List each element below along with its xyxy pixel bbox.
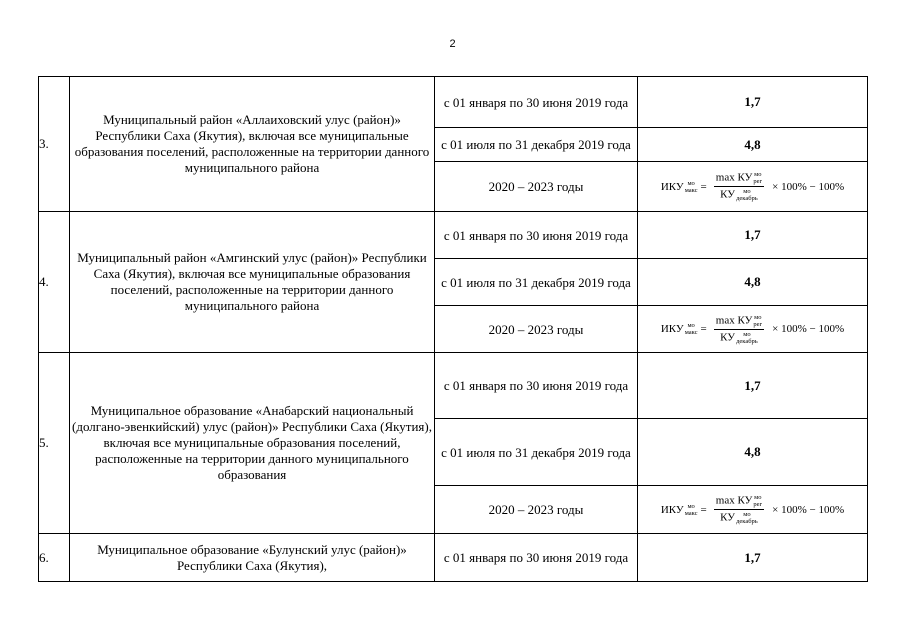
index-value: 1,7	[638, 353, 868, 419]
index-value: 4,8	[638, 419, 868, 486]
table-row	[39, 534, 868, 582]
municipality-description: Муниципальный район «Амгинский улус (район)» Республики Саха (Якутия), включая все муниципальные образования поселений, расположенные на территории данного муниципального района	[70, 212, 435, 353]
row-number: 3.	[39, 77, 70, 212]
formula-ikumax: ИКУ мо макс = max КУ мо рег КУ мо декабрь × 100% − 100%	[660, 171, 845, 202]
row-number: 6.	[39, 534, 70, 582]
period-cell: 2020 – 2023 годы	[435, 162, 638, 212]
period-cell: с 01 июля по 31 декабря 2019 года	[435, 128, 638, 162]
row-number: 4.	[39, 212, 70, 353]
table-row	[39, 353, 868, 419]
page-number: 2	[449, 38, 456, 50]
municipality-description: Муниципальное образование «Анабарский национальный (долгано-эвенкийский) улус (район)» Республики Саха (Якутия), включая все муниципальные образования поселений, расположенные на территории данного муниципального образования	[70, 353, 435, 534]
index-value: 4,8	[638, 128, 868, 162]
period-cell: 2020 – 2023 годы	[435, 486, 638, 534]
index-value: 4,8	[638, 259, 868, 306]
period-cell: с 01 января по 30 июня 2019 года	[435, 353, 638, 419]
period-cell: 2020 – 2023 годы	[435, 306, 638, 353]
period-cell: с 01 января по 30 июня 2019 года	[435, 77, 638, 128]
period-cell: с 01 июля по 31 декабря 2019 года	[435, 419, 638, 486]
table-row	[39, 212, 868, 259]
municipality-description: Муниципальное образование «Булунский улус (район)» Республики Саха (Якутия),	[70, 534, 435, 582]
period-cell: с 01 января по 30 июня 2019 года	[435, 212, 638, 259]
index-value: 1,7	[638, 212, 868, 259]
index-value: 1,7	[638, 77, 868, 128]
formula-cell	[638, 306, 868, 353]
formula-ikumax: ИКУ мо макс = max КУ мо рег КУ мо декабрь × 100% − 100%	[660, 313, 845, 345]
tariff-table	[38, 76, 868, 582]
period-cell: с 01 января по 30 июня 2019 года	[435, 534, 638, 582]
index-value: 1,7	[638, 534, 868, 582]
period-cell: с 01 июля по 31 декабря 2019 года	[435, 259, 638, 306]
formula-ikumax: ИКУ мо макс = max КУ мо рег КУ мо декабрь × 100% − 100%	[660, 494, 845, 525]
formula-cell	[638, 486, 868, 534]
formula-cell	[638, 162, 868, 212]
table-row	[39, 77, 868, 128]
municipality-description: Муниципальный район «Аллаиховский улус (район)» Республики Саха (Якутия), включая все муниципальные образования поселений, расположенные на территории данного муниципального района	[70, 77, 435, 212]
row-number: 5.	[39, 353, 70, 534]
